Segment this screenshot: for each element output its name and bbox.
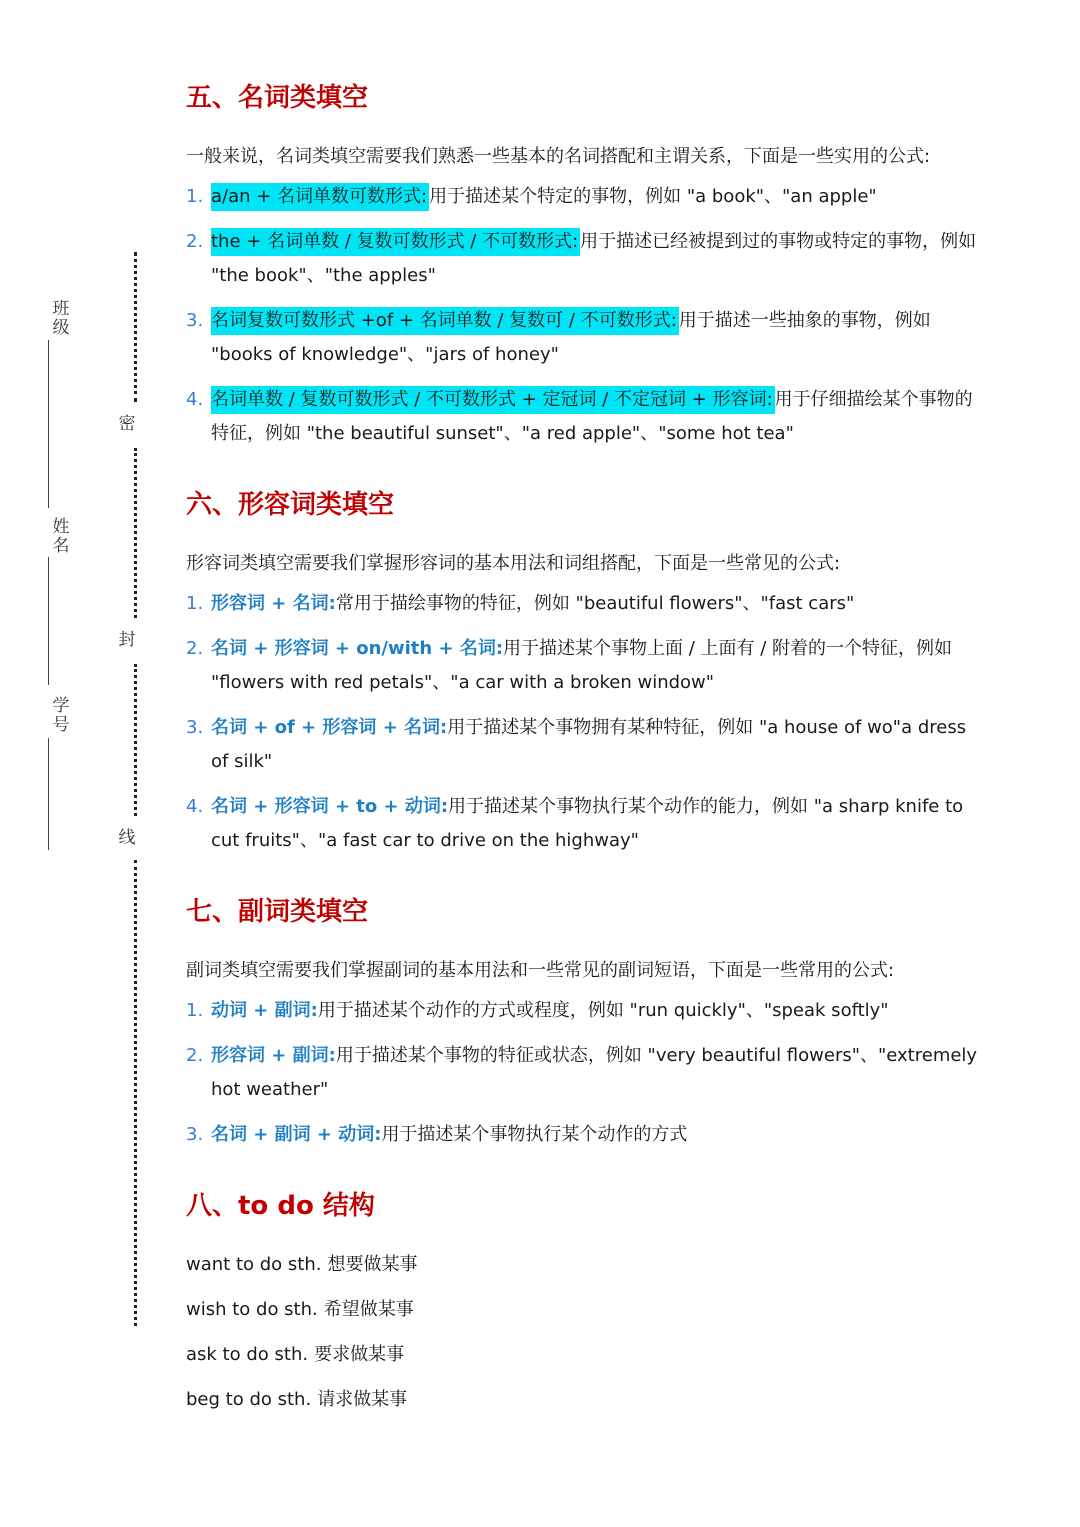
formula-number: 1. [186,1000,204,1021]
todo-phrase [186,1338,986,1372]
seal-char-xian: 线 [118,828,136,848]
formula-pattern: 名词单数 / 复数可数形式 / 不可数形式 + 定冠词 / 不定冠词 + 形容词: [211,386,775,414]
section-intro: 副词类填空需要我们掌握副词的基本用法和一些常见的副词短语，下面是一些常用的公式: [186,960,895,981]
section-intro: 一般来说，名词类填空需要我们熟悉一些基本的名词搭配和主谓关系，下面是一些实用的公式: [186,146,931,167]
formula-description: 用于描述某个事物的特征或状态，例如 "very beautiful flowers"、"extremely hot weather" [211,1045,978,1100]
formula-item [186,711,986,779]
formula-list [186,994,986,1152]
formula-list [186,180,986,451]
id-label: 学号 [52,696,70,735]
section-intro: 形容词类填空需要我们掌握形容词的基本用法和词组搭配，下面是一些常见的公式: [186,553,841,574]
formula-number: 2. [186,1045,204,1066]
formula-item [186,225,986,293]
seal-char-feng: 封 [118,630,136,650]
section-heading: 七、副词类填空 [186,897,369,927]
formula-number: 3. [186,1124,204,1145]
seal-dotted-line [134,252,137,402]
id-line [48,738,49,850]
formula-number: 4. [186,796,204,817]
formula-pattern: a/an + 名词单数可数形式: [211,183,429,211]
formula-item [186,304,986,372]
phrase-chinese: 想要做某事 [327,1254,418,1275]
formula-pattern: 名词 + of + 形容词 + 名词: [211,717,448,738]
formula-number: 2. [186,231,204,252]
formula-pattern: 名词 + 副词 + 动词: [211,1124,382,1145]
todo-phrase [186,1383,986,1417]
formula-pattern: 形容词 + 名词: [211,593,336,614]
formula-description: 用于描述某个事物上面 / 上面有 / 附着的一个特征，例如 "flowers with red petals"、"a car with a broken window" [211,638,953,693]
formula-number: 3. [186,310,204,331]
formula-pattern: the + 名词单数 / 复数可数形式 / 不可数形式: [211,228,580,256]
formula-item [186,180,986,214]
todo-phrase-list [186,1248,986,1417]
formula-description: 用于描述已经被提到过的事物或特定的事物，例如 "the book"、"the apples" [211,231,977,286]
todo-phrase [186,1293,986,1327]
formula-description: 用于描述某个事物执行某个动作的能力，例如 "a sharp knife to cut fruits"、"a fast car to drive on the highway" [211,796,964,851]
formula-number: 3. [186,717,204,738]
phrase-english: want to do sth. [186,1254,322,1275]
formula-item [186,1039,986,1107]
formula-number: 4. [186,389,204,410]
formula-item [186,632,986,700]
formula-item [186,1118,986,1152]
formula-item [186,790,986,858]
formula-description: 用于描述某个动作的方式或程度，例如 "run quickly"、"speak softly" [317,1000,889,1021]
formula-item [186,587,986,621]
formula-pattern: 名词 + 形容词 + on/with + 名词: [211,638,504,659]
seal-dotted-line [134,664,137,816]
formula-pattern: 名词复数可数形式 +of + 名词单数 / 复数可 / 不可数形式: [211,307,679,335]
name-label: 姓名 [52,517,70,556]
class-line [48,340,49,508]
name-line [48,557,49,685]
phrase-english: beg to do sth. [186,1389,312,1410]
formula-number: 2. [186,638,204,659]
section-heading-todo: 八、to do 结构 [186,1191,375,1221]
formula-number: 1. [186,186,204,207]
formula-number: 1. [186,593,204,614]
phrase-chinese: 要求做某事 [314,1344,405,1365]
phrase-chinese: 希望做某事 [323,1299,414,1320]
formula-pattern: 动词 + 副词: [211,1000,318,1021]
formula-pattern: 名词 + 形容词 + to + 动词: [211,796,449,817]
formula-list [186,587,986,858]
todo-phrase [186,1248,986,1282]
class-label: 班级 [52,299,70,338]
document-content [186,78,986,1428]
seal-char-mi: 密 [118,414,136,434]
sections [186,78,986,1152]
section-heading: 六、形容词类填空 [186,490,395,520]
formula-description: 用于描述某个事物拥有某种特征，例如 "a house of wo"a dress of silk" [211,717,967,772]
formula-item [186,994,986,1028]
section-heading: 五、名词类填空 [186,83,369,113]
seal-dotted-line [134,448,137,618]
formula-description: 用于描述某个特定的事物，例如 "a book"、"an apple" [429,186,877,207]
phrase-chinese: 请求做某事 [317,1389,408,1410]
seal-dotted-line [134,860,137,1326]
phrase-english: wish to do sth. [186,1299,318,1320]
formula-pattern: 形容词 + 副词: [211,1045,336,1066]
formula-item [186,383,986,451]
formula-description: 常用于描绘事物的特征，例如 "beautiful flowers"、"fast cars" [335,593,855,614]
formula-description: 用于描述某个事物执行某个动作的方式 [381,1124,688,1145]
phrase-english: ask to do sth. [186,1344,309,1365]
formula-description: 用于描述一些抽象的事物，例如 "books of knowledge"、"jars of honey" [211,310,931,365]
formula-description: 用于仔细描绘某个事物的特征，例如 "the beautiful sunset"、"a red apple"、"some hot tea" [211,389,973,444]
